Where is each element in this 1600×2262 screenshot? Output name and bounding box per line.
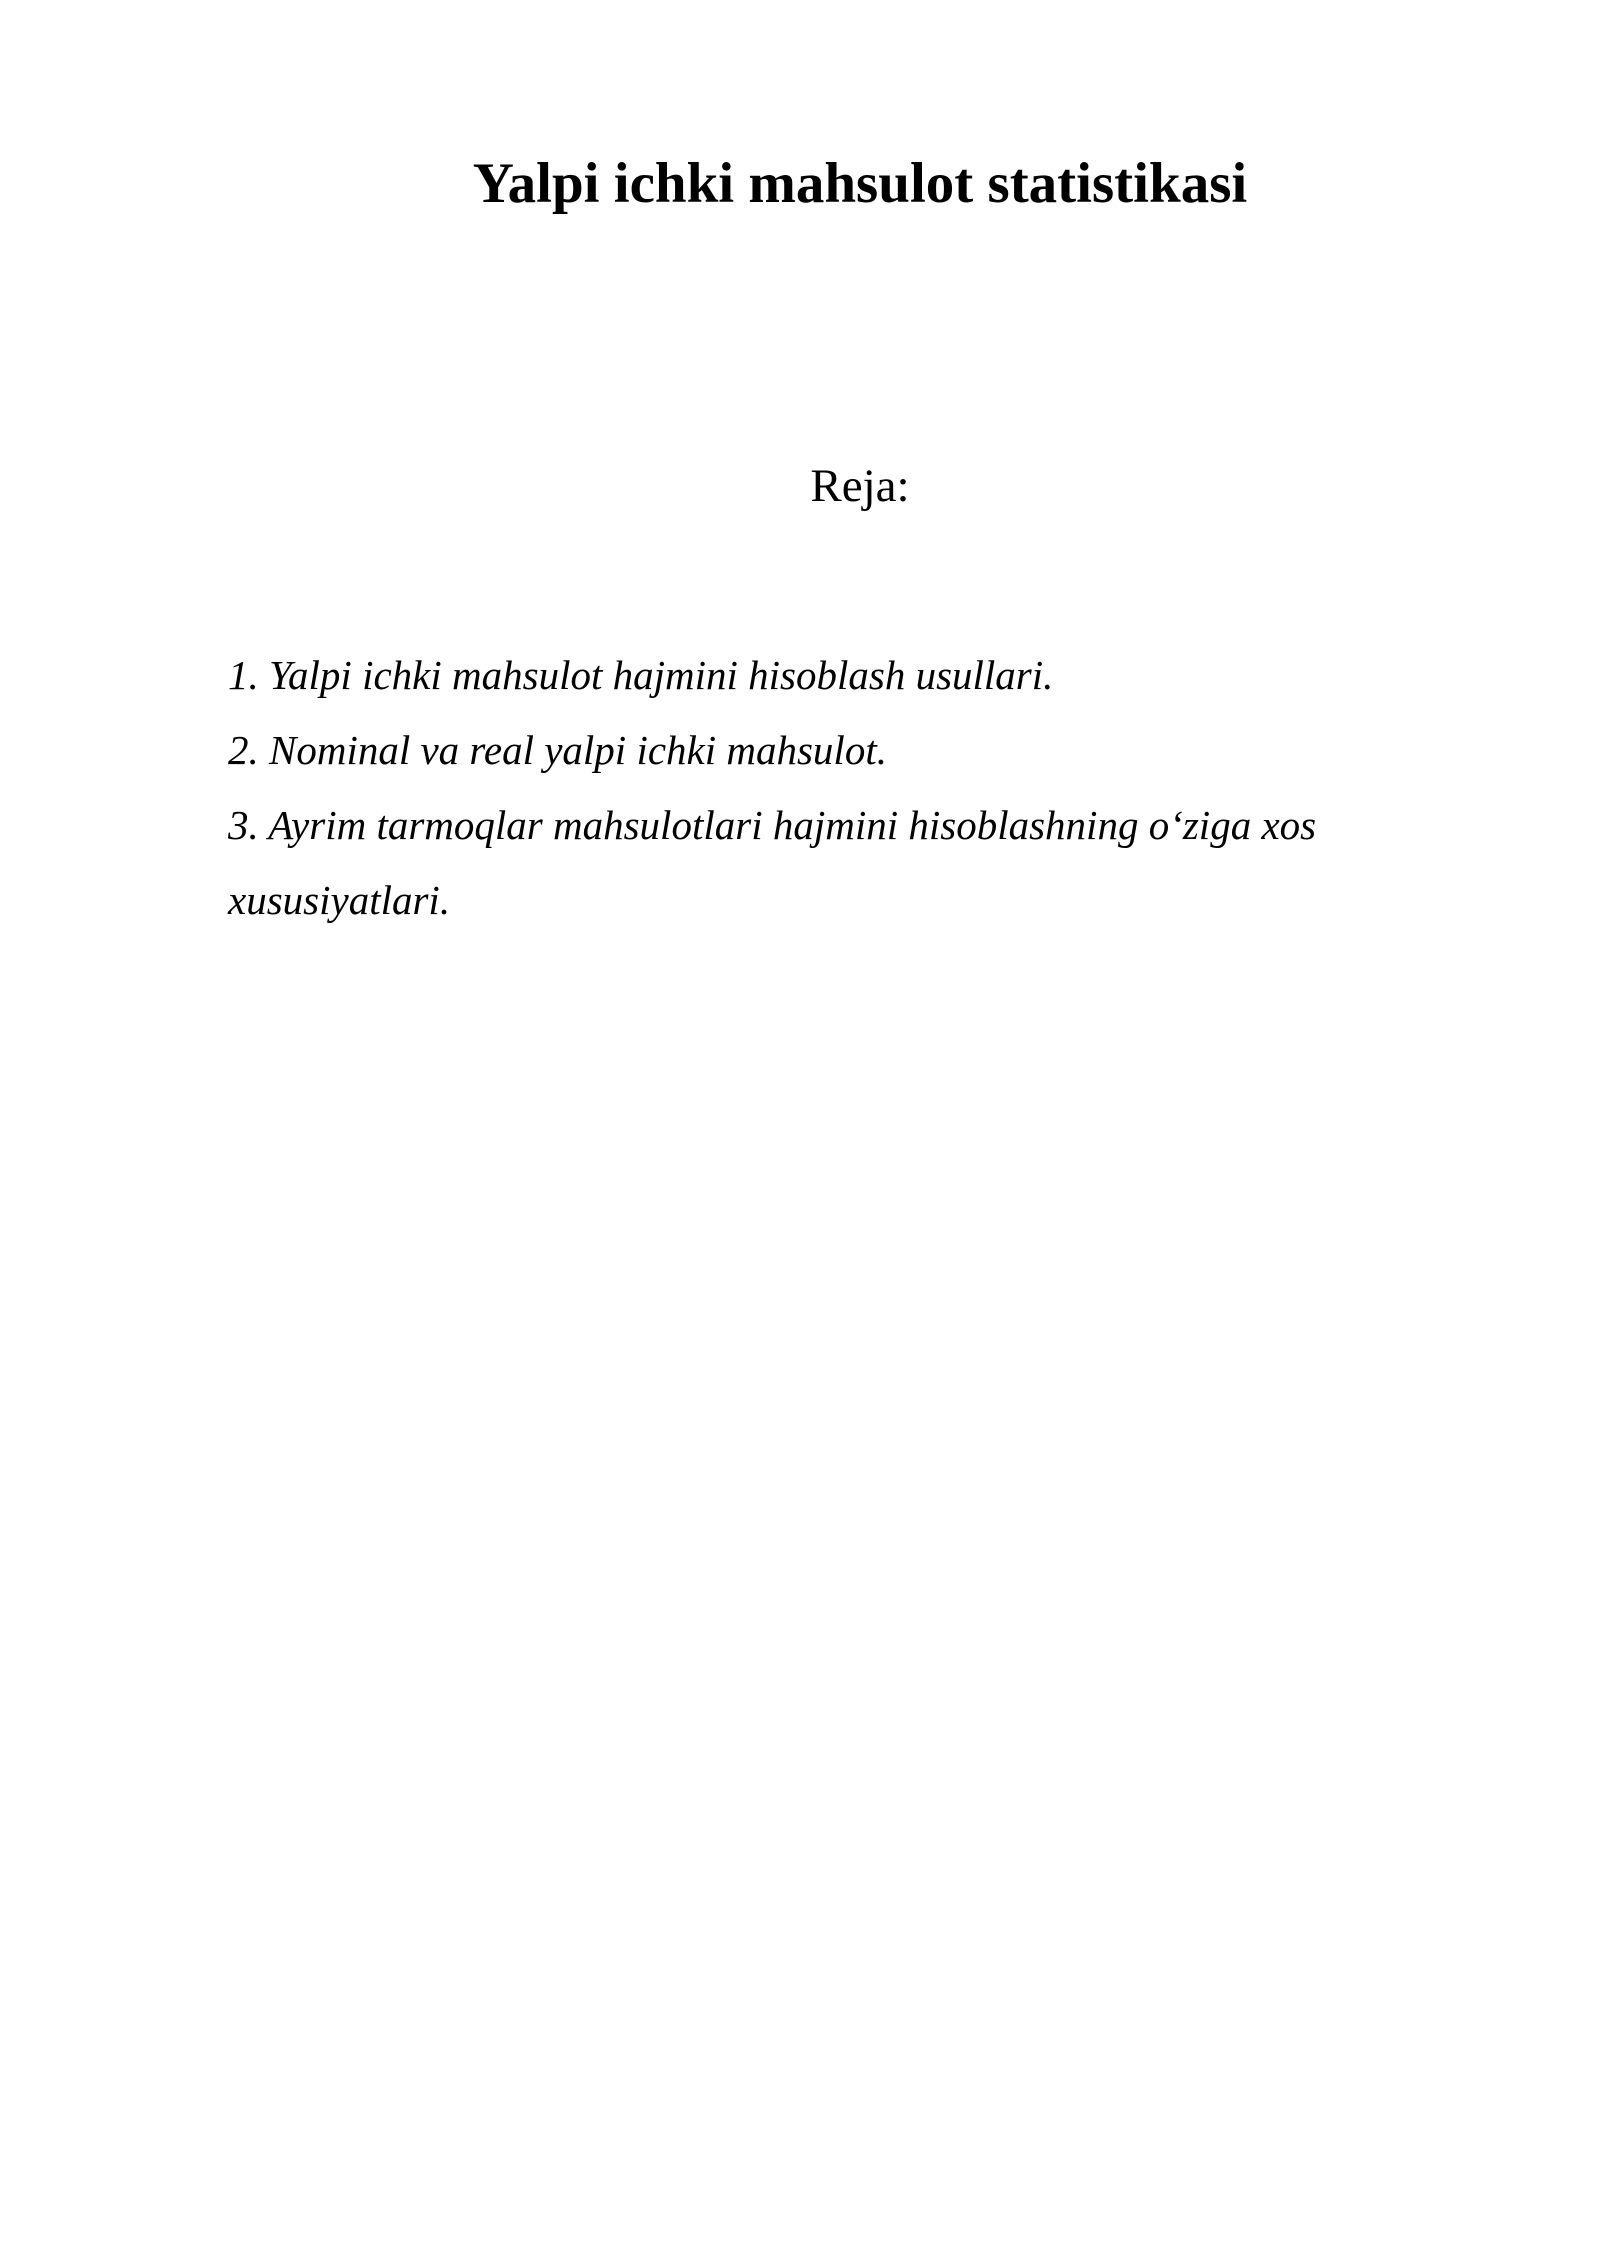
plan-list [228,638,1388,938]
document-title: Yalpi ichki mahsulot statistikasi [472,152,1248,215]
plan-item-3: 3. Ayrim tarmoqlar mahsulotlari hajmini hisoblashning o‘ziga xos xususiyatlari. [228,802,1317,923]
plan-heading: Reja: [810,460,910,512]
plan-item-2: 2. Nominal va real yalpi ichki mahsulot. [228,727,887,773]
plan-item-1: 1. Yalpi ichki mahsulot hajmini hisoblash usullari. [228,652,1054,698]
